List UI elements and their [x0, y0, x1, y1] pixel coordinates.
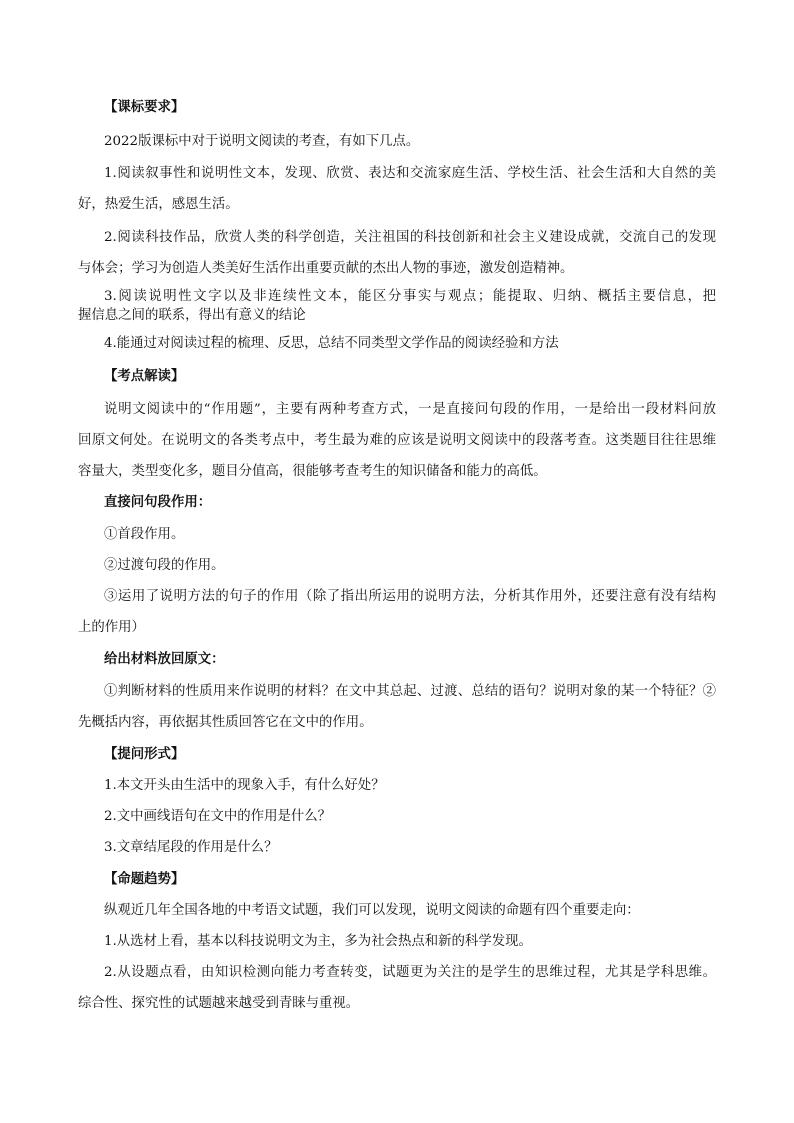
- kaodian-material-line-1: ①判断材料的性质用来作说明的材料？在文中其总起、过渡、总结的语句？说明对象的某一个特征？②: [104, 684, 716, 699]
- tiwen-question-3: 3.文章结尾段的作用是什么？: [104, 840, 278, 855]
- section-title-tiwen: 【提问形式】: [104, 747, 185, 762]
- section-title-mingti: 【命题趋势】: [104, 872, 185, 887]
- kaodian-item-1: ①首段作用。: [104, 527, 185, 542]
- section-title-kebiao: 【课标要求】: [104, 100, 185, 115]
- kaodian-item-3-line-1: ③运用了说明方法的句子的作用（除了指出所运用的说明方法，分析其作用外，还要注意有没有结构: [104, 589, 716, 604]
- mingti-trend-2-line-2: 综合性、探究性的试题越来越受到青睐与重视。: [78, 996, 360, 1011]
- kebiao-point-3-line-1: 3.阅读说明性文字以及非连续性文本，能区分事实与观点；能提取、归纳、概括主要信息，把: [104, 289, 716, 304]
- kebiao-point-4: 4.能通过对阅读过程的梳理、反思，总结不同类型文学作品的阅读经验和方法: [104, 336, 559, 351]
- kaodian-item-3-line-2: 上的作用）: [78, 620, 145, 635]
- kebiao-point-1-line-1: 1.阅读叙事性和说明性文本，发现、欣赏、表达和交流家庭生活、学校生活、社会生活和大自然的美: [104, 166, 716, 181]
- kaodian-subtitle-direct: 直接问句段作用：: [104, 495, 212, 510]
- mingti-trend-2-line-1: 2.从设题点看，由知识检测向能力考查转变，试题更为关注的是学生的思维过程，尤其是学科思维。: [104, 965, 716, 980]
- mingti-line-1: 纵观近几年全国各地的中考语文试题，我们可以发现，说明文阅读的命题有四个重要走向：: [104, 903, 640, 918]
- tiwen-question-1: 1.本文开头由生活中的现象入手，有什么好处？: [104, 778, 385, 793]
- kaodian-line-3: 容量大，类型变化多，题目分值高，很能够考查考生的知识储备和能力的高低。: [78, 464, 547, 479]
- kaodian-material-line-2: 先概括内容，再依据其性质回答它在文中的作用。: [78, 715, 373, 730]
- kebiao-point-2-line-1: 2.阅读科技作品，欣赏人类的科学创造，关注祖国的科技创新和社会主义建设成就，交流自己的发现: [104, 230, 716, 245]
- tiwen-question-2: 2.文中画线语句在文中的作用是什么？: [104, 809, 332, 824]
- mingti-trend-1: 1.从选材上看，基本以科技说明文为主，多为社会热点和新的科学发现。: [104, 934, 532, 949]
- kebiao-point-1-line-2: 好，热爱生活，感恩生活。: [78, 197, 239, 212]
- kaodian-line-1: 说明文阅读中的“作用题”，主要有两种考查方式，一是直接问句段的作用，一是给出一段材料问放: [104, 402, 716, 417]
- kebiao-intro: 2022版课标中对于说明文阅读的考查，有如下几点。: [104, 134, 420, 149]
- kebiao-point-2-line-2: 与体会；学习为创造人类美好生活作出重要贡献的杰出人物的事迹，激发创造精神。: [78, 261, 574, 276]
- kaodian-line-2: 回原文何处。在说明文的各类考点中，考生最为难的应该是说明文阅读中的段落考查。这类题目往往思维: [78, 433, 716, 448]
- kaodian-item-2: ②过渡句段的作用。: [104, 558, 225, 573]
- kaodian-subtitle-material: 给出材料放回原文：: [104, 652, 225, 667]
- kebiao-point-3-line-2: 握信息之间的联系，得出有意义的结论: [78, 308, 306, 323]
- section-title-kaodian: 【考点解读】: [104, 369, 185, 384]
